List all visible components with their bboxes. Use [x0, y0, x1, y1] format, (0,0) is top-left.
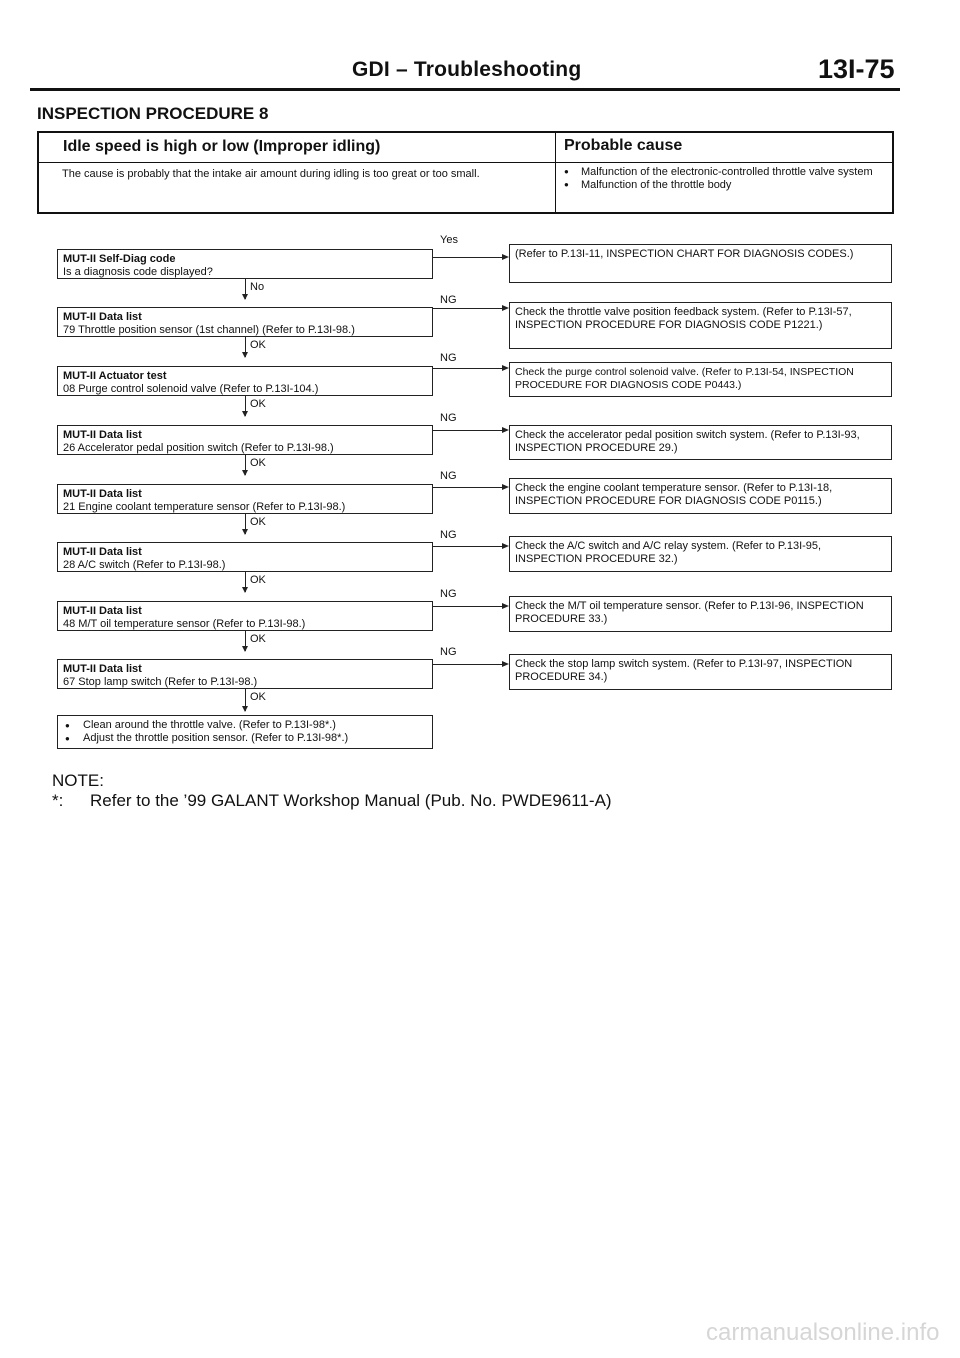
flow-arrow-down — [245, 631, 246, 651]
branch-arrow — [433, 664, 503, 665]
procedure-title: INSPECTION PROCEDURE 8 — [37, 104, 269, 123]
branch-arrow — [433, 368, 503, 369]
branch-label: NG — [440, 529, 457, 541]
check-title: MUT-II Data list — [63, 429, 142, 441]
branch-arrow — [433, 257, 503, 258]
branch-label: NG — [440, 588, 457, 600]
final-action-item: ● Clean around the throttle valve. (Refer to P.13I-98*.) — [63, 719, 427, 732]
check-text: 26 Accelerator pedal position switch (Refer to P.13I-98.) — [63, 442, 334, 454]
check-title: MUT-II Data list — [63, 605, 142, 617]
check-box-accelerator-switch — [57, 425, 433, 455]
probable-cause-item: ● Malfunction of the electronic-controlled throttle valve system — [561, 166, 891, 179]
branch-arrow — [433, 487, 503, 488]
check-title: MUT-II Data list — [63, 488, 142, 500]
branch-label: NG — [440, 412, 457, 424]
note-text — [52, 791, 612, 811]
check-text: 21 Engine coolant temperature sensor (Refer to P.13I-98.) — [63, 501, 346, 513]
flow-arrow-down — [245, 514, 246, 534]
flow-label: OK — [250, 574, 266, 586]
check-text: 48 M/T oil temperature sensor (Refer to P.13I-98.) — [63, 618, 306, 630]
result-box: (Refer to P.13I-11, INSPECTION CHART FOR DIAGNOSIS CODES.) — [509, 244, 892, 283]
flow-arrow-down — [245, 337, 246, 357]
flow-label: OK — [250, 339, 266, 351]
final-action-box — [57, 715, 433, 749]
branch-arrow — [433, 546, 503, 547]
probable-cause-header: Probable cause — [564, 137, 683, 154]
summary-table — [37, 131, 894, 214]
branch-label: Yes — [440, 234, 458, 246]
probable-cause-list — [561, 166, 891, 191]
result-box: Check the engine coolant temperature sensor. (Refer to P.13I-18, INSPECTION PROCEDURE FOR DIAGNOSIS CODE P0115.) — [509, 478, 892, 514]
check-text: Is a diagnosis code displayed? — [63, 266, 213, 278]
flow-label: OK — [250, 457, 266, 469]
result-box: Check the stop lamp switch system. (Refer to P.13I-97, INSPECTION PROCEDURE 34.) — [509, 654, 892, 690]
branch-label: NG — [440, 352, 457, 364]
page-number: 13I-75 — [818, 54, 895, 84]
note-title: NOTE: — [52, 771, 104, 790]
check-title: MUT-II Data list — [63, 311, 142, 323]
flow-arrow-down — [245, 279, 246, 299]
result-box: Check the A/C switch and A/C relay system. (Refer to P.13I-95, INSPECTION PROCEDURE 32.) — [509, 536, 892, 572]
note-body: Refer to the ’99 GALANT Workshop Manual (Pub. No. PWDE9611-A) — [90, 791, 612, 810]
flow-arrow-down — [245, 689, 246, 711]
flow-arrow-down — [245, 572, 246, 592]
check-text: 28 A/C switch (Refer to P.13I-98.) — [63, 559, 226, 571]
branch-label: NG — [440, 294, 457, 306]
check-box-purge-valve — [57, 366, 433, 396]
flow-label: OK — [250, 516, 266, 528]
check-box-stop-lamp — [57, 659, 433, 689]
check-box-oil-temp-sensor — [57, 601, 433, 631]
result-box: Check the purge control solenoid valve. (Refer to P.13I-54, INSPECTION PROCEDURE FOR DIAGNOSIS CODE P0443.) — [509, 362, 892, 397]
branch-label: NG — [440, 646, 457, 658]
check-text: 67 Stop lamp switch (Refer to P.13I-98.) — [63, 676, 258, 688]
flow-arrow-down — [245, 455, 246, 475]
flow-label: No — [250, 281, 265, 293]
check-box-ac-switch — [57, 542, 433, 572]
check-box-throttle-position — [57, 307, 433, 337]
result-box: Check the M/T oil temperature sensor. (Refer to P.13I-96, INSPECTION PROCEDURE 33.) — [509, 596, 892, 632]
check-box-self-diag — [57, 249, 433, 279]
flow-label: OK — [250, 691, 266, 703]
branch-arrow — [433, 430, 503, 431]
check-title: MUT-II Data list — [63, 663, 142, 675]
symptom-header: Idle speed is high or low (Improper idling) — [63, 138, 381, 155]
page-title: GDI – Troubleshooting — [352, 58, 582, 81]
final-action-list — [63, 719, 427, 745]
branch-arrow — [433, 606, 503, 607]
flow-label: OK — [250, 398, 266, 410]
check-title: MUT-II Self-Diag code — [63, 253, 176, 265]
watermark: carmanualsonline.info — [706, 1319, 940, 1346]
check-title: MUT-II Actuator test — [63, 370, 167, 382]
flow-arrow-down — [245, 396, 246, 416]
cause-text: The cause is probably that the intake air amount during idling is too great or too small. — [62, 168, 480, 180]
probable-cause-item: ● Malfunction of the throttle body — [561, 179, 891, 192]
check-title: MUT-II Data list — [63, 546, 142, 558]
final-action-item: ● Adjust the throttle position sensor. (Refer to P.13I-98*.) — [63, 732, 427, 745]
result-box: Check the throttle valve position feedback system. (Refer to P.13I-57, INSPECTION PROCEDURE FOR DIAGNOSIS CODE P1221.) — [509, 302, 892, 349]
check-text: 08 Purge control solenoid valve (Refer to P.13I-104.) — [63, 383, 319, 395]
branch-arrow — [433, 308, 503, 309]
note-marker: *: — [52, 791, 64, 810]
check-box-coolant-sensor — [57, 484, 433, 514]
branch-label: NG — [440, 470, 457, 482]
summary-divider-horizontal — [39, 162, 892, 163]
header-rule — [30, 88, 900, 91]
result-box: Check the accelerator pedal position switch system. (Refer to P.13I-93, INSPECTION PROCEDURE 29.) — [509, 425, 892, 460]
summary-divider-vertical — [555, 133, 556, 212]
flow-label: OK — [250, 633, 266, 645]
check-text: 79 Throttle position sensor (1st channel) (Refer to P.13I-98.) — [63, 324, 355, 336]
